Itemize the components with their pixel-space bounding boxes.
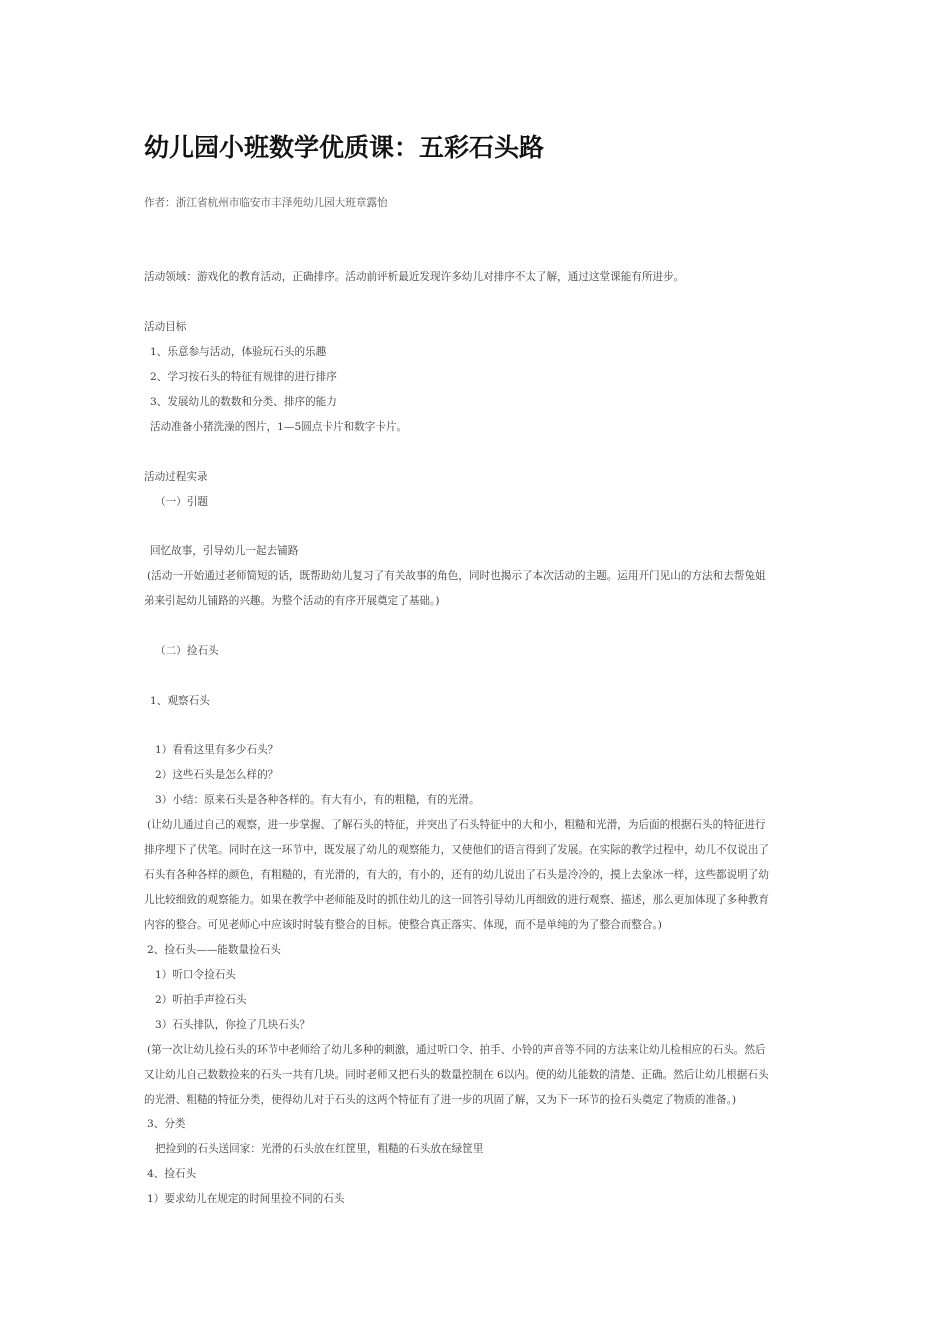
observe-item: 3）小结：原来石头是各种各样的。有大有小，有的粗糙，有的光滑。 — [155, 794, 480, 806]
section-heading-intro: （一）引题 — [155, 496, 208, 508]
intro-note-line: 弟来引起幼儿铺路的兴趣。为整个活动的有序开展奠定了基础。) — [144, 595, 440, 607]
goal-item: 3、发展幼儿的数数和分类、排序的能力 — [150, 396, 337, 408]
observe-note-line: 内容的整合。可见老师心中应该时时装有整合的目标。使整合真正落实、体现，而不是单纯的为了整合而整合。) — [144, 919, 662, 931]
observe-note-line: (让幼儿通过自己的观察，进一步掌握、了解石头的特征，并突出了石头特征中的大和小，粗糙和光滑，为后面的根据石头的特征进行 — [147, 819, 766, 831]
observe-item: 2）这些石头是怎么样的？ — [155, 769, 279, 781]
intro-text: 回忆故事，引导幼儿一起去铺路 — [150, 545, 299, 557]
activity-domain: 活动领域：游戏化的教育活动，正确排序。活动前评析最近发现许多幼儿对排序不太了解，通过这堂课能有所进步。 — [144, 271, 685, 283]
observe-heading: 1、观察石头 — [150, 695, 210, 707]
pick-heading: 2、捡石头——能数量捡石头 — [147, 944, 281, 956]
pick-note-line: 又让幼儿自己数数捡来的石头一共有几块。同时老师又把石头的数量控制在 6以内。使的幼儿能数的清楚、正确。然后让幼儿根据石头 — [144, 1069, 769, 1081]
pick2-heading: 4、捡石头 — [147, 1168, 197, 1180]
pick-item: 3）石头排队，你捡了几块石头？ — [155, 1019, 311, 1031]
page-title: 幼儿园小班数学优质课：五彩石头路 — [144, 133, 545, 162]
intro-note-line: (活动一开始通过老师简短的话，既帮助幼儿复习了有关故事的角色，同时也揭示了本次活动的主题。运用开门见山的方法和去帮兔姐 — [147, 570, 766, 582]
observe-note-line: 排序埋下了伏笔。同时在这一环节中，既发展了幼儿的观察能力，又使他们的语言得到了发展。在实际的教学过程中，幼儿不仅说出了 — [144, 844, 770, 856]
pick2-item: 1）要求幼儿在规定的时间里捡不同的石头 — [147, 1193, 345, 1205]
section-heading-stones: （二）捡石头 — [155, 645, 219, 657]
observe-note-line: 儿比较细致的观察能力。如果在教学中老师能及时的抓住幼儿的这一回答引导幼儿再细致的进行观察、描述，那么更加体现了多种教育 — [144, 894, 770, 906]
process-heading: 活动过程实录 — [144, 471, 208, 483]
pick-note-line: 的光滑、粗糙的特征分类，使得幼儿对于石头的这两个特征有了进一步的巩固了解，又为下一环节的捡石头奠定了物质的准备。) — [144, 1094, 737, 1106]
pick-item: 2）听拍手声捡石头 — [155, 994, 247, 1006]
observe-note-line: 石头有各种各样的颜色，有粗糙的，有光滑的，有大的，有小的，还有的幼儿说出了石头是冷冷的，摸上去象冰一样，这些都说明了幼 — [144, 869, 770, 881]
pick-item: 1）听口令捡石头 — [155, 969, 236, 981]
pick-note-line: (第一次让幼儿捡石头的环节中老师给了幼儿多种的刺激，通过听口令、拍手、小铃的声音等不同的方法来让幼儿检相应的石头。然后 — [147, 1044, 766, 1056]
goals-heading: 活动目标 — [144, 321, 187, 333]
classify-heading: 3、分类 — [147, 1118, 186, 1130]
goal-item: 2、学习按石头的特征有规律的进行排序 — [150, 371, 337, 383]
author-line: 作者：浙江省杭州市临安市丰泽苑幼儿园大班章露怡 — [144, 197, 388, 209]
activity-prep: 活动准备小猪洗澡的图片，1—5圆点卡片和数字卡片。 — [150, 421, 408, 433]
classify-text: 把捡到的石头送回家：光滑的石头放在红筐里，粗糙的石头放在绿筐里 — [155, 1143, 484, 1155]
goal-item: 1、乐意参与活动，体验玩石头的乐趣 — [150, 346, 327, 358]
observe-item: 1）看看这里有多少石头？ — [155, 744, 279, 756]
